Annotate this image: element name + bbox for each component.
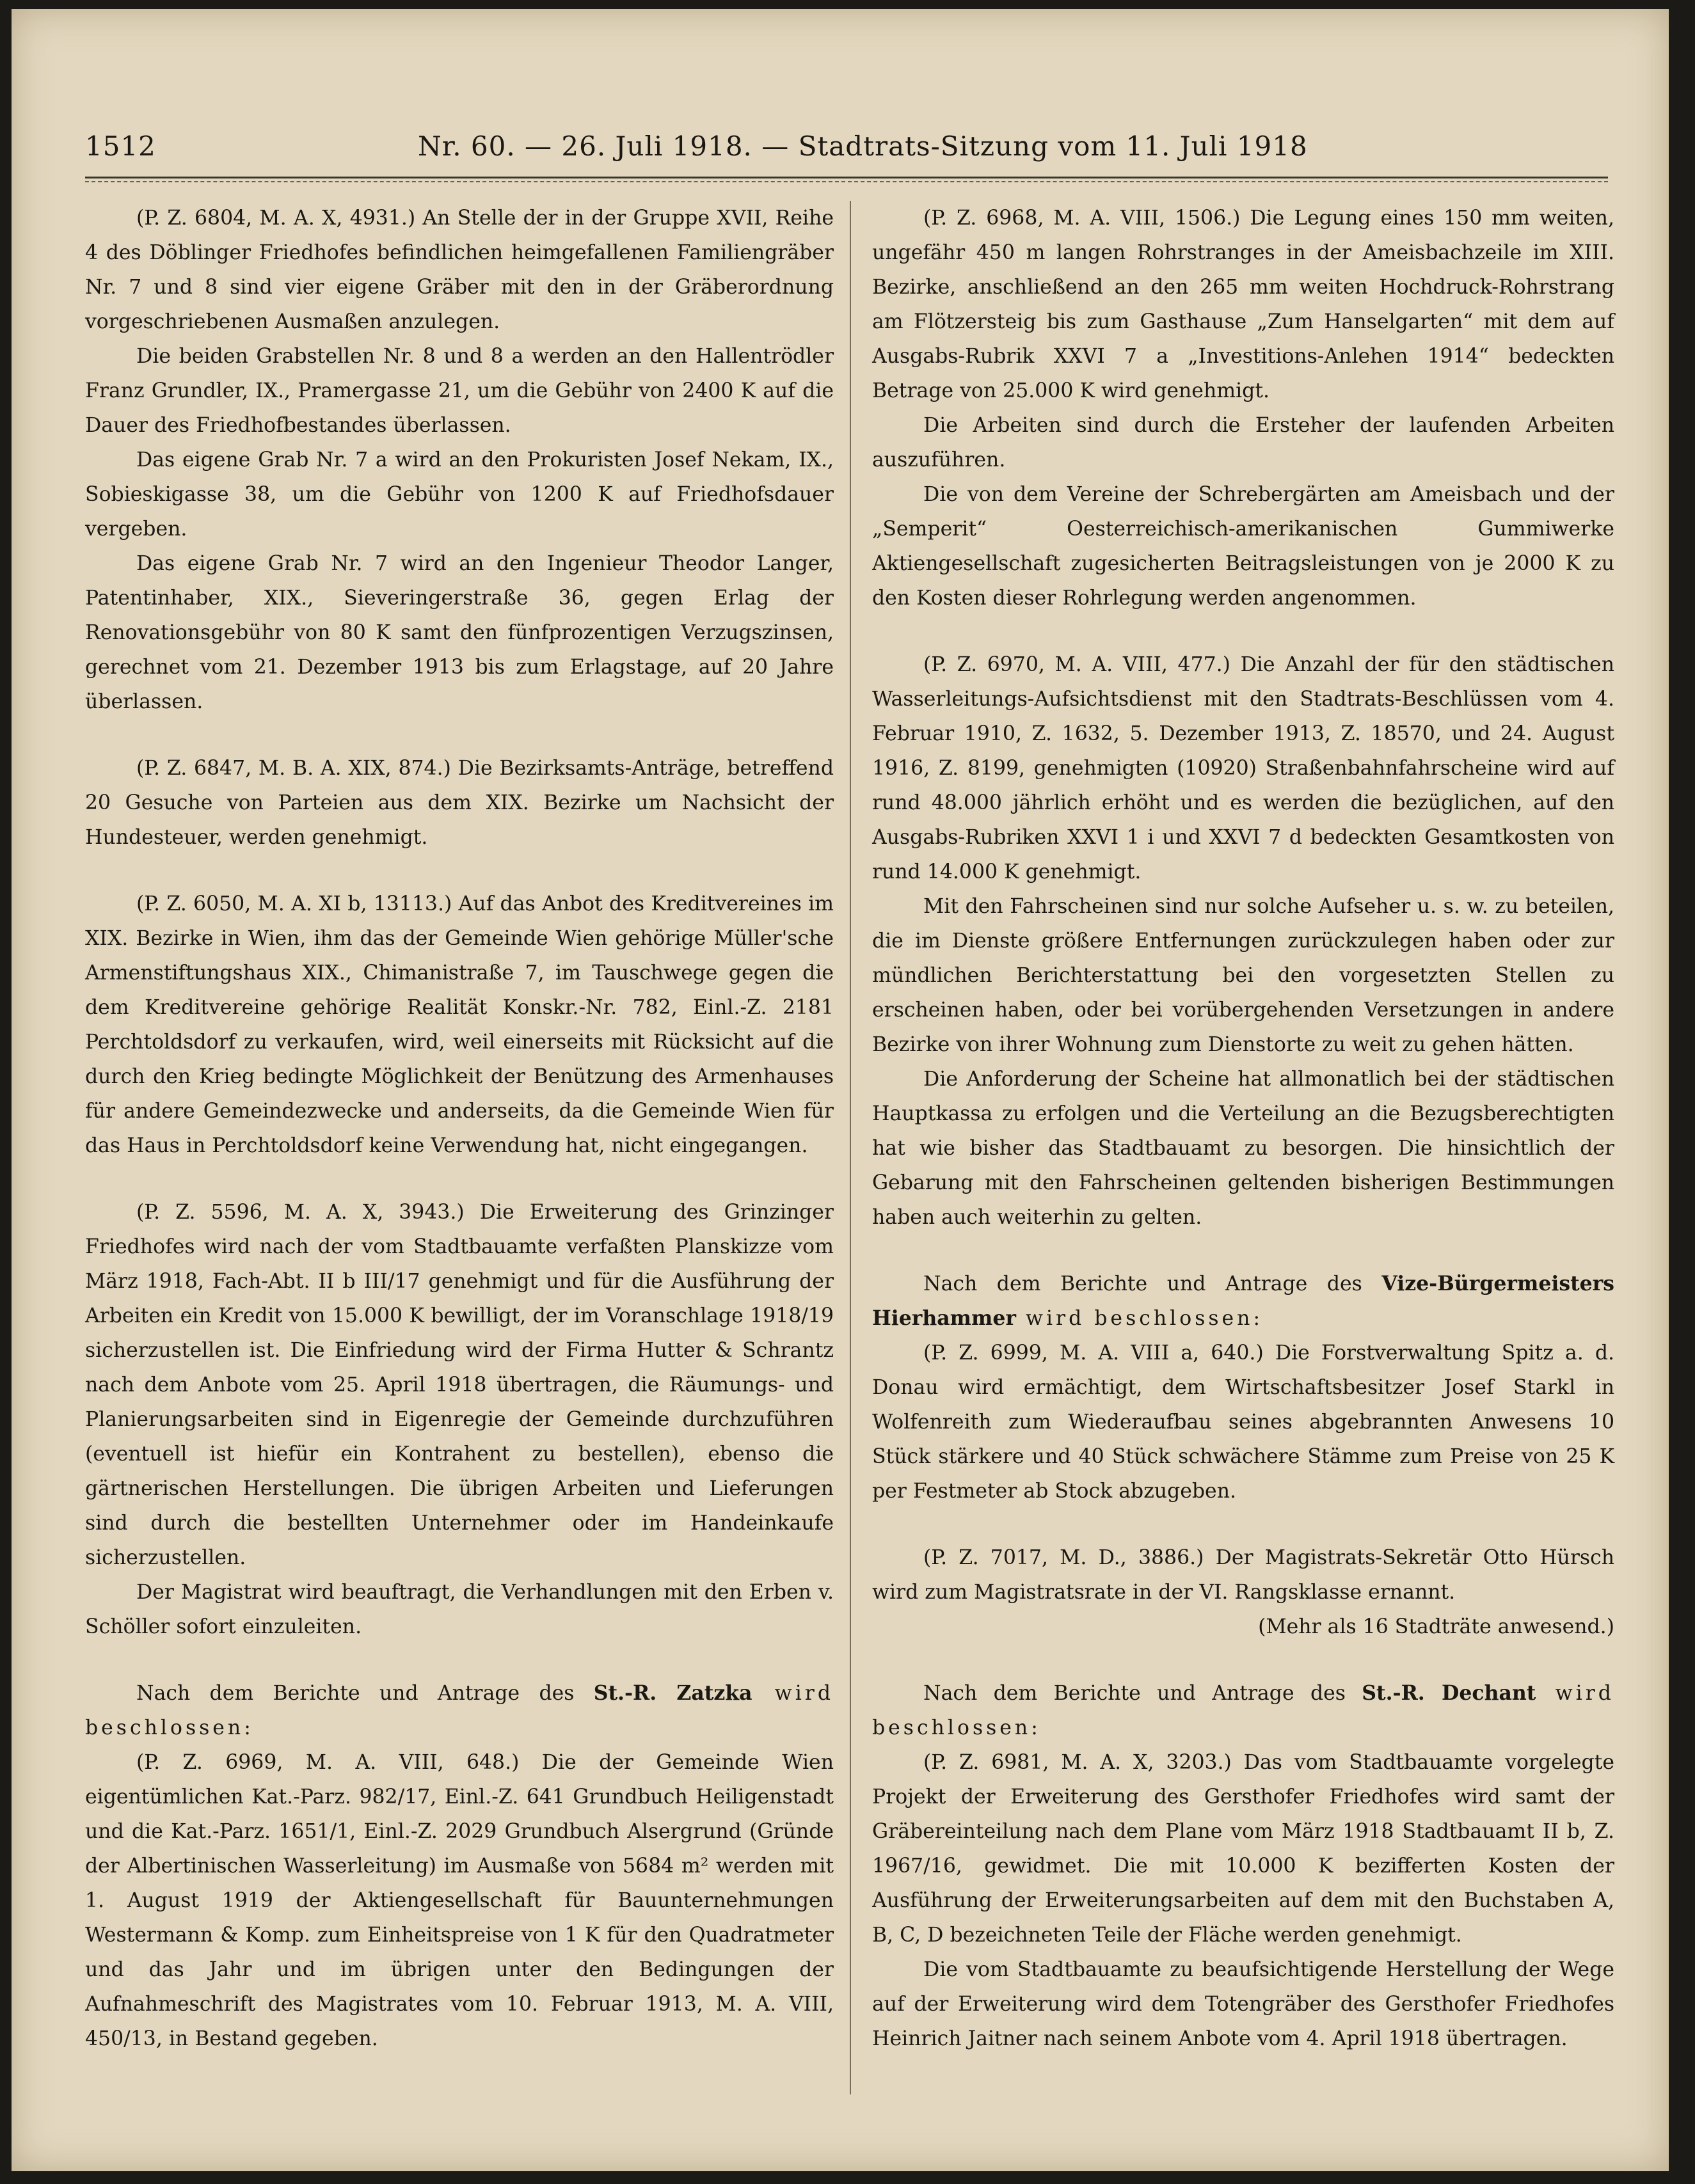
heading-text: Nach dem Berichte und Antrage des	[136, 1682, 594, 1705]
column-divider	[850, 201, 851, 2094]
councillor-name: St.-R. Dechant	[1362, 1681, 1536, 1705]
paragraph: Der Magistrat wird beauftragt, die Verhandlungen mit den Erben v. Schöller sofort einzuleiten.	[85, 1581, 834, 1638]
paragraph: Die Arbeiten sind durch die Ersteher der laufenden Arbeiten auszuführen.	[872, 414, 1614, 471]
header-rule	[85, 177, 1608, 185]
left-column	[85, 201, 834, 2056]
paragraph: (P. Z. 6970, M. A. VIII, 477.) Die Anzahl der für den städtischen Wasserleitungs-Aufsichtsdienst mit den Stadtrats-Beschlüssen vom 4. Februar 1910, Z. 1632, 5. Dezember 1913, Z. 18570, und 24. August 1916, Z. 8199, genehmigten (10920) Straßenbahnfahrscheine wird auf rund 48.000 jährlich erhöht und es werden die bezüglichen, auf den Ausgabs-Rubriken XXVI 1 i und XXVI 7 d bedeckten Gesamtkosten von rund 14.000 K genehmigt.	[872, 653, 1614, 883]
councillor-name: Vize-Bürgermeisters Hierhammer	[872, 1272, 1614, 1330]
paragraph: (P. Z. 6999, M. A. VIII a, 640.) Die Forstverwaltung Spitz a. d. Donau wird ermächtigt, dem Wirtschaftsbesitzer Josef Starkl in Wolfenreith zum Wiederaufbau seines abgebrannten Anwesens 10 Stück stärkere und 40 Stück schwächere Stämme zum Preise von 25 K per Festmeter ab Stock abzugeben.	[872, 1341, 1614, 1503]
newspaper-page	[12, 9, 1669, 2171]
right-column	[872, 201, 1614, 2056]
heading-text: Nach dem Berichte und Antrage des	[923, 1682, 1362, 1705]
page-number: 1512	[85, 131, 156, 162]
paragraph: Die vom Stadtbauamte zu beaufsichtigende Herstellung der Wege auf der Erweiterung wird dem Totengräber des Gersthofer Friedhofes Heinrich Jaitner nach seinem Anbote vom 4. April 1918 übertragen.	[872, 1958, 1614, 2050]
paragraph: (P. Z. 6804, M. A. X, 4931.) An Stelle der in der Gruppe XVII, Reihe 4 des Döblinger Friedhofes befindlichen heimgefallenen Familiengräber Nr. 7 und 8 sind vier eigene Gräber mit den in der Gräberordnung vorgeschriebenen Ausmaßen anzulegen.	[85, 207, 834, 333]
paragraph: Mit den Fahrscheinen sind nur solche Aufseher u. s. w. zu beteilen, die im Dienste größere Entfernungen zurückzulegen haben oder zur mündlichen Berichterstattung bei den vorgesetzten Stellen zu erscheinen haben, oder bei vorübergehenden Versetzungen in andere Bezirke von ihrer Wohnung zum Dienstorte zu weit zu gehen hätten.	[872, 895, 1614, 1056]
page-header	[85, 118, 1608, 169]
paragraph: (P. Z. 7017, M. D., 3886.) Der Magistrats-Sekretär Otto Hürsch wird zum Magistratsrate in der VI. Rangsklasse ernannt.	[872, 1546, 1614, 1604]
running-title: Nr. 60. — 26. Juli 1918. — Stadtrats-Sitzung vom 11. Juli 1918	[418, 131, 1308, 162]
paragraph: Das eigene Grab Nr. 7 a wird an den Prokuristen Josef Nekam, IX., Sobieskigasse 38, um die Gebühr von 1200 K auf Friedhofsdauer vergeben.	[85, 448, 834, 541]
heading-text: wird beschlossen:	[872, 1682, 1614, 1739]
paragraph: Die Anforderung der Scheine hat allmonatlich bei der städtischen Hauptkassa zu erfolgen und die Verteilung an die Bezugsberechtigten hat wie bisher das Stadtbauamt zu besorgen. Die hinsichtlich der Gebarung mit den Fahrscheinen geltenden bisherigen Bestimmungen haben auch weiterhin zu gelten.	[872, 1068, 1614, 1229]
heading-text: wird beschlossen:	[85, 1682, 834, 1739]
resolution-heading	[872, 1267, 1614, 1336]
heading-text: Nach dem Berichte und Antrage des	[923, 1272, 1382, 1295]
heading-text: wird beschlossen:	[1015, 1307, 1264, 1330]
paragraph: (P. Z. 6981, M. A. X, 3203.) Das vom Stadtbauamte vorgelegte Projekt der Erweiterung des Gersthofer Friedhofes wird samt der Gräbereinteilung nach dem Plane vom März 1918 Stadtbauamt II b, Z. 1967/16, gewidmet. Die mit 10.000 K bezifferten Kosten der Ausführung der Erweiterungsarbeiten auf dem mit den Buchstaben A, B, C, D bezeichneten Teile der Fläche werden genehmigt.	[872, 1751, 1614, 1947]
paragraph: Das eigene Grab Nr. 7 wird an den Ingenieur Theodor Langer, Patentinhaber, XIX., Sieveringerstraße 36, gegen Erlag der Renovationsgebühr von 80 K samt den fünfprozentigen Verzugszinsen, gerechnet vom 21. Dezember 1913 bis zum Erlagstage, auf 20 Jahre überlassen.	[85, 552, 834, 713]
resolution-heading	[85, 1676, 834, 1745]
paragraph: (P. Z. 6969, M. A. VIII, 648.) Die der Gemeinde Wien eigentümlichen Kat.-Parz. 982/17, Einl.-Z. 641 Grundbuch Heiligenstadt und die Kat.-Parz. 1651/1, Einl.-Z. 2029 Grundbuch Alsergrund (Gründe der Albertinischen Wasserleitung) im Ausmaße von 5684 m² werden mit 1. August 1919 der Aktiengesellschaft für Bauunternehmungen Westermann & Komp. zum Einheitspreise von 1 K für den Quadratmeter und das Jahr und im übrigen unter den Bedingungen der Aufnahmeschrift des Magistrates vom 10. Februar 1913, M. A. VIII, 450/13, in Bestand gegeben.	[85, 1751, 834, 2050]
paragraph: Die beiden Grabstellen Nr. 8 und 8 a werden an den Hallentrödler Franz Grundler, IX., Pramergasse 21, um die Gebühr von 2400 K auf die Dauer des Friedhofbestandes überlassen.	[85, 345, 834, 437]
paragraph: (P. Z. 6847, M. B. A. XIX, 874.) Die Bezirksamts-Anträge, betreffend 20 Gesuche von Parteien aus dem XIX. Bezirke um Nachsicht der Hundesteuer, werden genehmigt.	[85, 757, 834, 849]
councillor-name: St.-R. Zatzka	[593, 1681, 752, 1705]
resolution-heading	[872, 1676, 1614, 1745]
paragraph: Die von dem Vereine der Schrebergärten am Ameisbach und der „Semperit“ Oesterreichisch-amerikanischen Gummiwerke Aktiengesellschaft zugesicherten Beitragsleistungen von je 2000 K zu den Kosten dieser Rohrlegung werden angenommen.	[872, 483, 1614, 610]
attendance-note: (Mehr als 16 Stadträte anwesend.)	[1258, 1615, 1614, 1638]
paragraph: (P. Z. 6968, M. A. VIII, 1506.) Die Legung eines 150 mm weiten, ungefähr 450 m langen Rohrstranges in der Ameisbachzeile im XIII. Bezirke, anschließend an den 265 mm weiten Hochdruck-Rohrstrang am Flötzersteig bis zum Gasthause „Zum Hanselgarten“ mit dem auf Ausgabs-Rubrik XXVI 7 a „Investitions-Anlehen 1914“ bedeckten Betrage von 25.000 K wird genehmigt.	[872, 207, 1614, 402]
paragraph: (P. Z. 6050, M. A. XI b, 13113.) Auf das Anbot des Kreditvereines im XIX. Bezirke in Wien, ihm das der Gemeinde Wien gehörige Müller'sche Armenstiftungshaus XIX., Chimanistraße 7, im Tauschwege gegen die dem Kreditvereine gehörige Realität Konskr.-Nr. 782, Einl.-Z. 2181 Perchtoldsdorf zu verkaufen, wird, weil einerseits mit Rücksicht auf die durch den Krieg bedingte Möglichkeit der Benützung des Armenhauses für andere Gemeindezwecke und anderseits, da die Gemeinde Wien für das Haus in Perchtoldsdorf keine Verwendung hat, nicht eingegangen.	[85, 892, 834, 1157]
paragraph: (P. Z. 5596, M. A. X, 3943.) Die Erweiterung des Grinzinger Friedhofes wird nach der vom Stadtbauamte verfaßten Planskizze vom März 1918, Fach-Abt. II b III/17 genehmigt und für die Ausführung der Arbeiten ein Kredit von 15.000 K bewilligt, der im Voranschlage 1918/19 sicherzustellen ist. Die Einfriedung wird der Firma Hutter & Schrantz nach dem Anbote vom 25. April 1918 übertragen, die Räumungs- und Planierungsarbeiten sind in Eigenregie der Gemeinde durchzuführen (eventuell ist hiefür ein Kontrahent zu bestellen), ebenso die gärtnerischen Herstellungen. Die übrigen Arbeiten und Lieferungen sind durch die bestellten Unternehmer oder im Handeinkaufe sicherzustellen.	[85, 1201, 834, 1569]
